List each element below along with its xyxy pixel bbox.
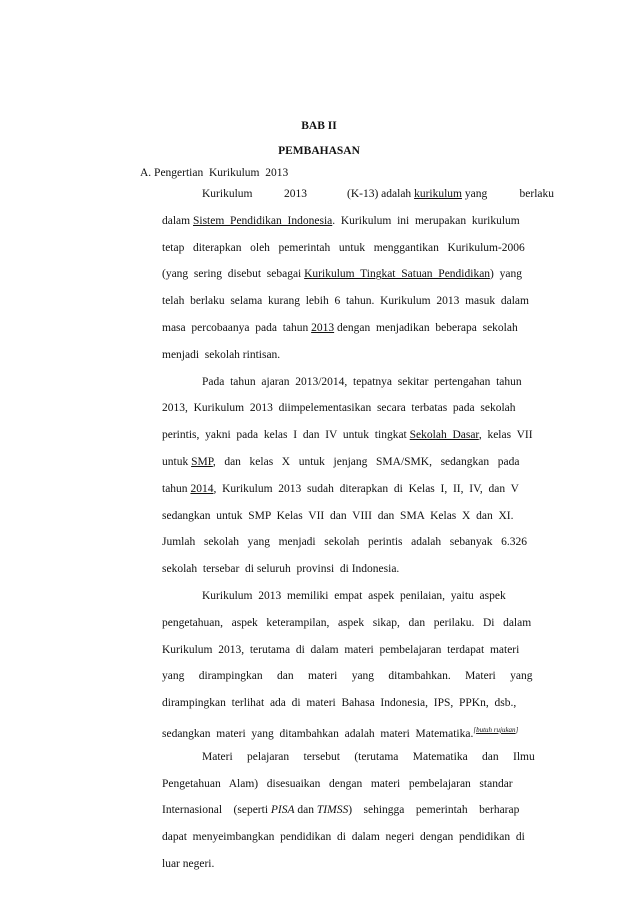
paragraph-line: Jumlah sekolah yang menjadi sekolah perintis adalah sebanyak 6.326 [162,536,528,549]
paragraph-line: Kurikulum 2013 memiliki empat aspek penilaian, yaitu aspek [202,589,506,602]
word: yang [464,188,488,200]
text: . Kurikulum ini merupakan kurikulum [332,214,520,227]
paragraph-line [162,208,554,235]
text: , kelas VII [478,429,533,442]
paragraph-line: Pada tahun ajaran 2013/2014, tepatnya sekitar pertengahan tahun [202,375,522,388]
link-sekolah-dasar[interactable]: Sekolah Dasar [409,429,479,442]
word: berlaku [519,188,554,200]
paragraph-line: telah berlaku selama kurang lebih 6 tahun. Kurikulum 2013 masuk dalam [162,295,529,308]
paragraph-line [162,449,554,476]
paragraph-line [162,717,554,744]
word: 2013 [284,188,307,200]
word: (K-13) adalah [347,188,412,200]
text: masa percobaanya pada tahun [162,321,309,334]
paragraph-line [162,315,554,342]
paragraph-line: Materi pelajaran tersebut (terutama Matematika dan Ilmu [202,750,535,763]
link-2014[interactable]: 2014 [190,482,214,495]
text: ) yang [490,268,522,281]
paragraph-line: Pengetahuan Alam) disesuaikan dengan materi pembelajaran standar [162,777,513,790]
paragraph-line: dirampingkan terlihat ada di materi Bahasa Indonesia, IPS, PPKn, dsb., [162,697,517,710]
text: (yang sering disebut sebagai [162,268,302,281]
link-ktsp[interactable]: Kurikulum Tingkat Satuan Pendidikan [304,268,491,281]
paragraph-line [162,422,554,449]
citation-link[interactable]: butuh rujukan [476,725,516,734]
text: tahun [162,482,188,495]
word: Kurikulum [202,188,253,200]
paragraph-line: luar negeri. [162,857,215,870]
paragraph-line [162,181,554,208]
text: dengan menjadikan beberapa sekolah [337,321,518,334]
paragraph-1 [162,181,554,369]
link-2013[interactable]: 2013 [311,321,335,334]
text: sedangkan materi yang ditambahkan adalah materi Matematika. [162,727,474,740]
term-pisa: PISA [270,804,295,817]
text: dan [297,804,315,817]
paragraph-line [162,797,554,824]
link-sistem-pendidikan-indonesia[interactable]: Sistem Pendidikan Indonesia [192,214,333,227]
link-smp[interactable]: SMP [191,455,213,468]
citation-needed[interactable]: [butuh rujukan] [473,725,519,734]
paragraph-4 [162,744,554,878]
paragraph-3 [162,583,554,744]
text: ) sehingga pemerintah berharap [348,804,520,817]
paragraph-line: sekolah tersebar di seluruh provinsi di Indonesia. [162,563,400,576]
section-heading: A. Pengertian Kurikulum 2013 [140,167,289,179]
text: Internasional (seperti [162,804,269,817]
paragraph-line [162,476,554,503]
text: untuk [162,455,189,468]
link-kurikulum[interactable]: kurikulum [414,188,462,200]
word-group [347,181,487,208]
text: dalam [162,214,191,227]
term-timss: TIMSS [316,804,349,817]
paragraph-line: menjadi sekolah rintisan. [162,348,281,361]
body-text [162,181,554,878]
paragraph-line: Kurikulum 2013, terutama di dalam materi pembelajaran terdapat materi [162,643,520,656]
chapter-title: PEMBAHASAN [278,145,360,157]
paragraph-line: 2013, Kurikulum 2013 diimpelementasikan secara terbatas pada sekolah [162,402,516,415]
text: perintis, yakni pada kelas I dan IV untuk tingkat [162,429,407,442]
text: , dan kelas X untuk jenjang SMA/SMK, sedangkan pada [212,455,520,468]
paragraph-line: yang dirampingkan dan materi yang ditambahkan. Materi yang [162,670,533,683]
text: , Kurikulum 2013 sudah diterapkan di Kelas I, II, IV, dan V [213,482,519,495]
paragraph-line: sedangkan untuk SMP Kelas VII dan VIII dan SMA Kelas X dan XI. [162,509,514,522]
paragraph-line: tetap diterapkan oleh pemerintah untuk menggantikan Kurikulum-2006 [162,241,525,254]
paragraph-line: pengetahuan, aspek keterampilan, aspek sikap, dan perilaku. Di dalam [162,616,532,629]
paragraph-2 [162,369,554,583]
chapter-heading: BAB II [301,120,337,132]
paragraph-line: dapat menyeimbangkan pendidikan di dalam negeri dengan pendidikan di [162,831,525,844]
paragraph-line [162,261,554,288]
